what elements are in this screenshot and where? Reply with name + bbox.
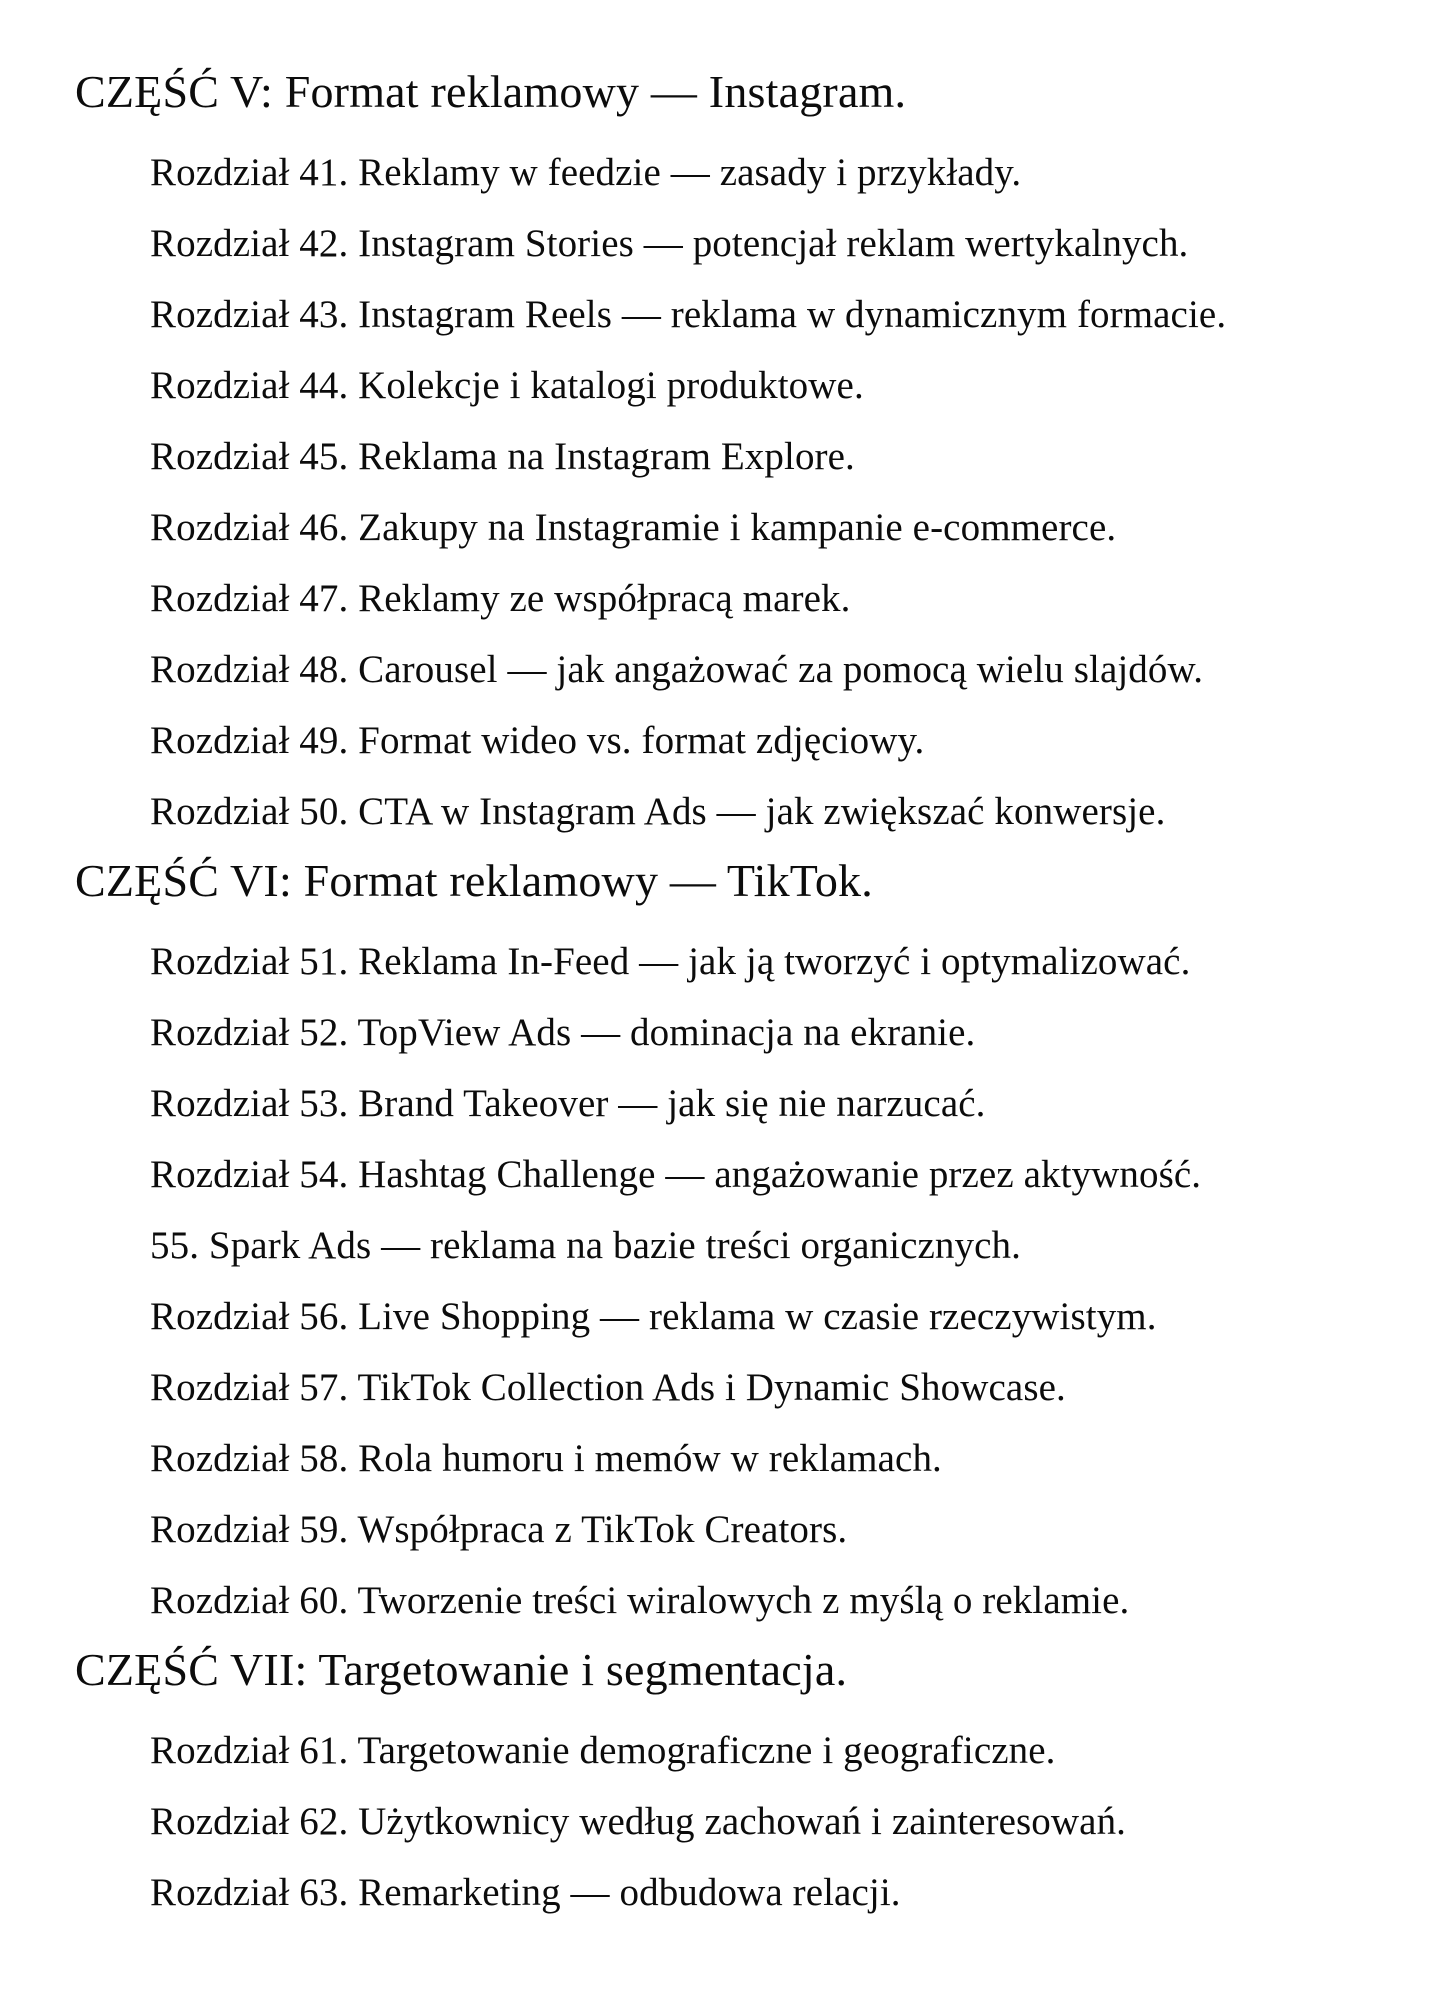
part-heading-vii: CZĘŚĆ VII: Targetowanie i segmentacja.	[75, 1644, 848, 1695]
toc-entry-44: Rozdział 44. Kolekcje i katalogi produktowe.	[150, 364, 864, 407]
toc-entry-63: Rozdział 63. Remarketing — odbudowa relacji.	[150, 1871, 901, 1914]
toc-entry-42: Rozdział 42. Instagram Stories — potencjał reklam wertykalnych.	[150, 222, 1189, 265]
part-heading-vi: CZĘŚĆ VI: Format reklamowy — TikTok.	[75, 855, 873, 906]
toc-entry-50: Rozdział 50. CTA w Instagram Ads — jak zwiększać konwersje.	[150, 790, 1166, 833]
toc-entry-48: Rozdział 48. Carousel — jak angażować za pomocą wielu slajdów.	[150, 648, 1204, 691]
part-heading-v: CZĘŚĆ V: Format reklamowy — Instagram.	[75, 66, 907, 117]
toc-entry-54: Rozdział 54. Hashtag Challenge — angażowanie przez aktywność.	[150, 1153, 1202, 1196]
toc-entry-49: Rozdział 49. Format wideo vs. format zdjęciowy.	[150, 719, 925, 762]
toc-entry-52: Rozdział 52. TopView Ads — dominacja na ekranie.	[150, 1011, 976, 1054]
toc-entry-47: Rozdział 47. Reklamy ze współpracą marek.	[150, 577, 851, 620]
toc-entry-61: Rozdział 61. Targetowanie demograficzne i geograficzne.	[150, 1729, 1056, 1772]
toc-entry-41: Rozdział 41. Reklamy w feedzie — zasady i przykłady.	[150, 151, 1022, 194]
toc-entry-43: Rozdział 43. Instagram Reels — reklama w dynamicznym formacie.	[150, 293, 1227, 336]
toc-entry-56: Rozdział 56. Live Shopping — reklama w czasie rzeczywistym.	[150, 1295, 1157, 1338]
toc-entry-51: Rozdział 51. Reklama In-Feed — jak ją tworzyć i optymalizować.	[150, 940, 1191, 983]
toc-entry-55: 55. Spark Ads — reklama na bazie treści organicznych.	[150, 1224, 1021, 1267]
toc-entry-62: Rozdział 62. Użytkownicy według zachowań i zainteresowań.	[150, 1800, 1127, 1843]
toc-entry-57: Rozdział 57. TikTok Collection Ads i Dynamic Showcase.	[150, 1366, 1066, 1409]
toc-entry-60: Rozdział 60. Tworzenie treści wiralowych z myślą o reklamie.	[150, 1579, 1130, 1622]
toc-entry-46: Rozdział 46. Zakupy na Instagramie i kampanie e-commerce.	[150, 506, 1117, 549]
table-of-contents	[75, 63, 1426, 1928]
toc-entry-53: Rozdział 53. Brand Takeover — jak się nie narzucać.	[150, 1082, 986, 1125]
toc-entry-45: Rozdział 45. Reklama na Instagram Explore.	[150, 435, 855, 478]
toc-entry-59: Rozdział 59. Współpraca z TikTok Creators.	[150, 1508, 848, 1551]
toc-entry-58: Rozdział 58. Rola humoru i memów w reklamach.	[150, 1437, 942, 1480]
